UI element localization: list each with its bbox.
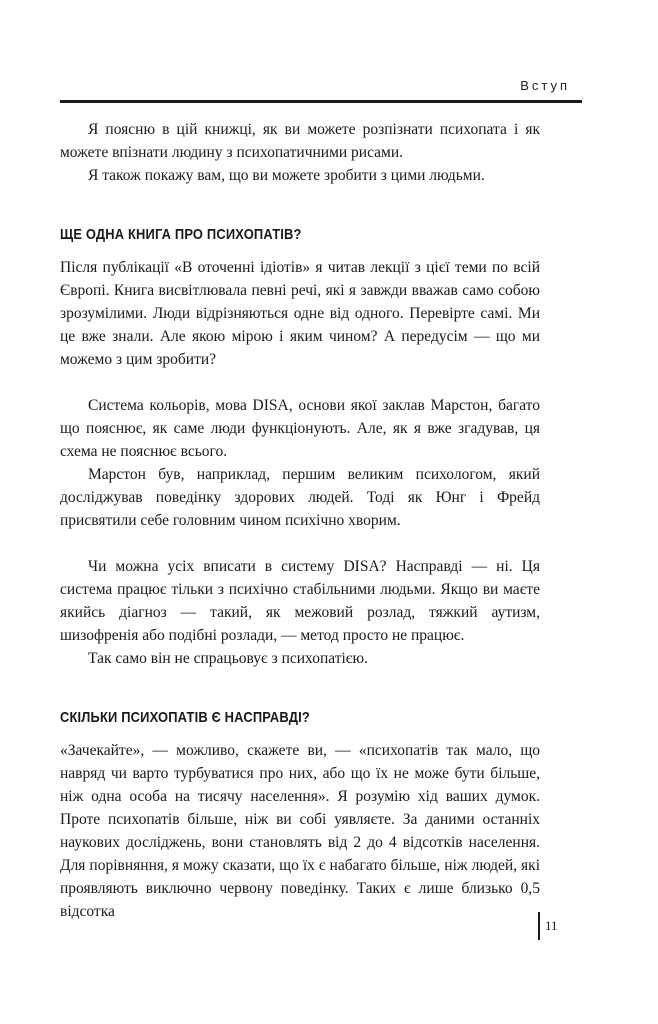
page-body [60,118,540,923]
section1-paragraph-5: Так само він не спрацьовує з психопатією. [88,650,368,667]
section1-paragraph-2: Система кольорів, мова DISA, основи якої заклав Марстон, багато що пояснює, як саме люди функціонують. Але, як я вже згадував, ця схема не пояснює всього. [60,397,540,460]
section1-paragraph-1: Після публікації «В оточенні ідіотів» я читав лекції з цієї теми по всій Європі. Книга висвітлювала певні речі, які я завжди вважав само собою зрозумілими. Люди відрізняються одне від одного. Перевірте самі. Ми це вже знали. Але якою мірою і яким чином? А передусім — що ми можемо з цим зробити? [60,259,540,368]
intro-paragraph-1: Я поясню в цій книжці, як ви можете розпізнати психопата і як можете впізнати людину з психопатичними рисами. [60,121,540,161]
intro-paragraph-2: Я також покажу вам, що ви можете зробити з цими людьми. [88,167,485,184]
page-number: 11 [538,912,558,940]
section-heading-1: ЩЕ ОДНА КНИГА ПРО ПСИХОПАТІВ? [60,226,302,243]
section2-paragraph-1: «Зачекайте», — можливо, скажете ви, — «психопатів так мало, що навряд чи варто турбуватися про них, або що їх не може бути більше, ніж одна особа на тисячу населення». Я розумію хід ваших думок. Проте психопатів більше, ніж ви собі уявляєте. За даними останніх наукових досліджень, вони становлять від 2 до 4 відсотків населення. Для порівняння, я можу сказати, що їх є набагато більше, ніж людей, які проявляють виключно червону поведінку. Таких є лише близько 0,5 відсотка [60,742,540,920]
section1-paragraph-4: Чи можна усіх вписати в систему DISA? Насправді — ні. Ця система працює тільки з психічно стабільними людьми. Якщо ви маєте якийсь діагноз — такий, як межовий розлад, тяжкий аутизм, шизофренія або подібні розлади, — метод просто не працює. [60,558,540,644]
section1-paragraph-3: Марстон був, наприклад, першим великим психологом, який досліджував поведінку здорових людей. Тоді як Юнг і Фрейд присвятили себе головним чином психічно хворим. [60,466,540,529]
running-head: Вступ [520,78,570,93]
section-heading-2: СКІЛЬКИ ПСИХОПАТІВ Є НАСПРАВДІ? [60,709,310,726]
header-rule [60,100,582,103]
